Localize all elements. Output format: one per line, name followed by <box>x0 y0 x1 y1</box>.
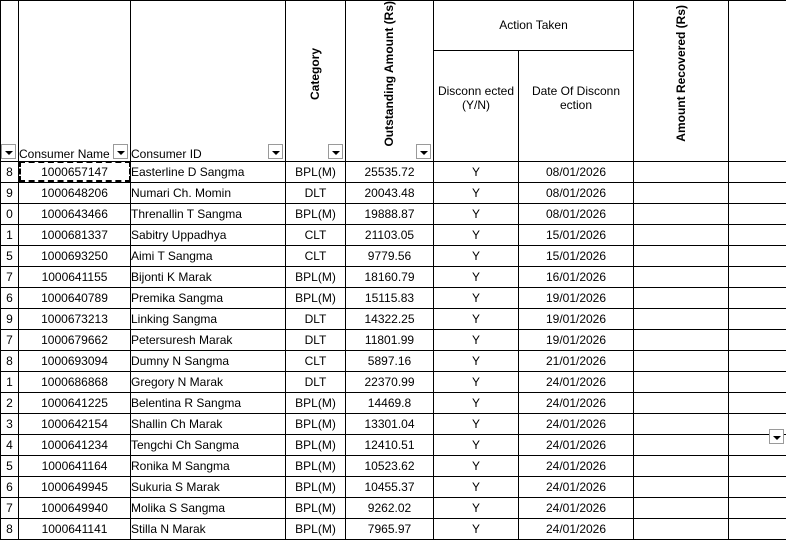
date-of-disconnection-cell[interactable]: 24/01/2026 <box>519 476 634 497</box>
table-row[interactable] <box>1 350 786 371</box>
amount-recovered-cell[interactable] <box>634 350 729 371</box>
consumer-id-cell[interactable]: 1000693250 <box>19 245 131 266</box>
category-cell[interactable]: BPL(M) <box>286 266 346 287</box>
disconnected-cell[interactable]: Y <box>434 350 519 371</box>
trailing-blank-cell[interactable] <box>729 245 786 266</box>
category-cell[interactable]: BPL(M) <box>286 476 346 497</box>
row-number-cell[interactable]: 8 <box>1 350 19 371</box>
consumer-id-cell[interactable]: 1000649940 <box>19 497 131 518</box>
disconnected-cell[interactable]: Y <box>434 245 519 266</box>
trailing-blank-cell[interactable] <box>729 182 786 203</box>
row-number-cell[interactable]: 8 <box>1 161 19 182</box>
category-cell[interactable]: DLT <box>286 182 346 203</box>
trailing-blank-cell[interactable] <box>729 392 786 413</box>
row-number-cell[interactable]: 1 <box>1 224 19 245</box>
outstanding-amount-cell[interactable]: 15115.83 <box>346 287 434 308</box>
consumer-id-cell[interactable]: 1000649945 <box>19 476 131 497</box>
category-cell[interactable]: BPL(M) <box>286 434 346 455</box>
disconnected-cell[interactable]: Y <box>434 413 519 434</box>
consumer-id-cell[interactable]: 1000640789 <box>19 287 131 308</box>
table-row[interactable] <box>1 518 786 539</box>
trailing-blank-cell[interactable] <box>729 266 786 287</box>
amount-recovered-cell[interactable] <box>634 413 729 434</box>
category-cell[interactable]: BPL(M) <box>286 392 346 413</box>
date-of-disconnection-cell[interactable]: 08/01/2026 <box>519 161 634 182</box>
consumer-id-cell[interactable]: 1000643466 <box>19 203 131 224</box>
column-header-category[interactable] <box>286 1 346 162</box>
amount-recovered-cell[interactable] <box>634 392 729 413</box>
amount-recovered-cell[interactable] <box>634 434 729 455</box>
amount-recovered-cell[interactable] <box>634 203 729 224</box>
trailing-blank-cell[interactable] <box>729 476 786 497</box>
column-header-amount-recovered-label: Amount Recovered (Rs) <box>675 5 688 142</box>
disconnected-cell[interactable]: Y <box>434 455 519 476</box>
consumer-id-cell[interactable]: 1000641234 <box>19 434 131 455</box>
trailing-blank-cell[interactable] <box>729 329 786 350</box>
row-number-cell[interactable]: 1 <box>1 371 19 392</box>
amount-recovered-cell[interactable] <box>634 266 729 287</box>
amount-recovered-cell[interactable] <box>634 497 729 518</box>
outstanding-amount-cell[interactable]: 19888.87 <box>346 203 434 224</box>
consumer-name-cell[interactable]: Threnallin T Sangma <box>131 203 286 224</box>
table-body[interactable] <box>1 161 786 539</box>
consumer-name-cell[interactable]: Premika Sangma <box>131 287 286 308</box>
consumer-id-cell[interactable]: 1000642154 <box>19 413 131 434</box>
column-header-outstanding-amount-label: Outstanding Amount (Rs) <box>383 1 396 147</box>
amount-recovered-cell[interactable] <box>634 329 729 350</box>
category-cell[interactable]: BPL(M) <box>286 497 346 518</box>
outstanding-amount-cell[interactable]: 9262.02 <box>346 497 434 518</box>
table-row[interactable] <box>1 455 786 476</box>
outstanding-amount-cell[interactable]: 10523.62 <box>346 455 434 476</box>
disconnected-cell[interactable]: Y <box>434 224 519 245</box>
consumer-name-cell[interactable]: Easterline D Sangma <box>131 161 286 182</box>
category-cell[interactable]: BPL(M) <box>286 203 346 224</box>
column-header-disconnected[interactable] <box>434 50 519 161</box>
row-number-cell[interactable]: 5 <box>1 455 19 476</box>
consumer-id-cell[interactable]: 1000673213 <box>19 308 131 329</box>
trailing-blank-cell[interactable] <box>729 308 786 329</box>
filter-dropdown-icon[interactable] <box>113 144 128 159</box>
category-cell[interactable]: DLT <box>286 308 346 329</box>
category-cell[interactable]: DLT <box>286 371 346 392</box>
table-row[interactable] <box>1 161 786 182</box>
table-row[interactable] <box>1 329 786 350</box>
table-row[interactable] <box>1 413 786 434</box>
date-of-disconnection-cell[interactable]: 24/01/2026 <box>519 518 634 539</box>
outstanding-amount-cell[interactable]: 9779.56 <box>346 245 434 266</box>
disconnected-cell[interactable]: Y <box>434 476 519 497</box>
consumer-name-cell[interactable]: Sabitry Uppadhya <box>131 224 286 245</box>
category-cell[interactable]: DLT <box>286 329 346 350</box>
row-number-cell[interactable]: 6 <box>1 287 19 308</box>
consumer-name-cell[interactable]: Gregory N Marak <box>131 371 286 392</box>
row-number-cell[interactable]: 6 <box>1 476 19 497</box>
outstanding-amount-cell[interactable]: 10455.37 <box>346 476 434 497</box>
outstanding-amount-cell[interactable]: 20043.48 <box>346 182 434 203</box>
disconnected-cell[interactable]: Y <box>434 518 519 539</box>
date-of-disconnection-cell[interactable]: 24/01/2026 <box>519 455 634 476</box>
date-of-disconnection-cell[interactable]: 08/01/2026 <box>519 182 634 203</box>
amount-recovered-cell[interactable] <box>634 518 729 539</box>
amount-recovered-cell[interactable] <box>634 287 729 308</box>
trailing-blank-cell[interactable] <box>729 371 786 392</box>
date-of-disconnection-cell[interactable]: 24/01/2026 <box>519 392 634 413</box>
outstanding-amount-cell[interactable]: 25535.72 <box>346 161 434 182</box>
table-row[interactable] <box>1 182 786 203</box>
category-cell[interactable]: CLT <box>286 245 346 266</box>
consumer-id-cell[interactable]: 1000686868 <box>19 371 131 392</box>
column-header-action-taken <box>434 1 634 51</box>
outstanding-amount-cell[interactable]: 14469.8 <box>346 392 434 413</box>
amount-recovered-cell[interactable] <box>634 224 729 245</box>
consumer-id-cell[interactable]: 1000681337 <box>19 224 131 245</box>
trailing-blank-cell[interactable] <box>729 203 786 224</box>
date-of-disconnection-cell[interactable]: 15/01/2026 <box>519 224 634 245</box>
amount-recovered-cell[interactable] <box>634 455 729 476</box>
outstanding-amount-cell[interactable]: 7965.97 <box>346 518 434 539</box>
consumer-name-cell[interactable]: Dumny N Sangma <box>131 350 286 371</box>
outstanding-amount-cell[interactable]: 11801.99 <box>346 329 434 350</box>
column-header-action-taken-label: Action Taken <box>499 18 568 32</box>
outstanding-amount-cell[interactable]: 21103.05 <box>346 224 434 245</box>
date-of-disconnection-cell[interactable]: 24/01/2026 <box>519 413 634 434</box>
row-number-cell[interactable]: 9 <box>1 182 19 203</box>
consumer-id-cell[interactable]: 1000641141 <box>19 518 131 539</box>
amount-recovered-cell[interactable] <box>634 371 729 392</box>
disconnected-cell[interactable]: Y <box>434 329 519 350</box>
table-row[interactable] <box>1 203 786 224</box>
disconnected-cell[interactable]: Y <box>434 308 519 329</box>
consumer-name-cell[interactable]: Sukuria S Marak <box>131 476 286 497</box>
date-of-disconnection-cell[interactable]: 19/01/2026 <box>519 329 634 350</box>
consumer-name-cell[interactable]: Stilla N Marak <box>131 518 286 539</box>
filter-dropdown-icon[interactable] <box>328 144 343 159</box>
outstanding-amount-cell[interactable]: 5897.16 <box>346 350 434 371</box>
consumer-name-cell[interactable]: Aimi T Sangma <box>131 245 286 266</box>
consumer-id-cell[interactable]: 1000641164 <box>19 455 131 476</box>
category-cell[interactable]: CLT <box>286 350 346 371</box>
consumer-id-cell[interactable]: 1000641155 <box>19 266 131 287</box>
row-number-cell[interactable]: 0 <box>1 203 19 224</box>
consumer-name-cell[interactable]: Tengchi Ch Sangma <box>131 434 286 455</box>
trailing-blank-cell[interactable] <box>729 455 786 476</box>
table-row[interactable] <box>1 434 786 455</box>
date-of-disconnection-cell[interactable]: 08/01/2026 <box>519 203 634 224</box>
header-group-row <box>1 1 786 51</box>
row-number-cell[interactable]: 7 <box>1 497 19 518</box>
disconnected-cell[interactable]: Y <box>434 203 519 224</box>
row-number-header <box>1 1 19 162</box>
outstanding-amount-cell[interactable]: 22370.99 <box>346 371 434 392</box>
table-row[interactable] <box>1 392 786 413</box>
category-cell[interactable]: BPL(M) <box>286 413 346 434</box>
row-number-cell[interactable]: 8 <box>1 518 19 539</box>
consumer-name-cell[interactable]: Petersuresh Marak <box>131 329 286 350</box>
amount-recovered-cell[interactable] <box>634 308 729 329</box>
outstanding-amount-cell[interactable]: 18160.79 <box>346 266 434 287</box>
column-header-trailing-blank <box>729 1 786 162</box>
filter-dropdown-icon[interactable] <box>416 144 431 159</box>
column-header-consumer-name[interactable] <box>19 1 131 162</box>
amount-recovered-cell[interactable] <box>634 182 729 203</box>
category-cell[interactable]: BPL(M) <box>286 518 346 539</box>
consumer-name-cell[interactable]: Belentina R Sangma <box>131 392 286 413</box>
table-row[interactable] <box>1 245 786 266</box>
consumer-id-cell[interactable]: 1000679662 <box>19 329 131 350</box>
trailing-blank-cell[interactable] <box>729 161 786 182</box>
column-header-date-of-disconnection[interactable] <box>519 50 634 161</box>
table-row[interactable] <box>1 497 786 518</box>
consumer-name-cell[interactable]: Numari Ch. Momin <box>131 182 286 203</box>
row-number-cell[interactable]: 2 <box>1 392 19 413</box>
date-of-disconnection-cell[interactable]: 19/01/2026 <box>519 308 634 329</box>
date-of-disconnection-cell[interactable]: 24/01/2026 <box>519 371 634 392</box>
table-row[interactable] <box>1 371 786 392</box>
outstanding-amount-cell[interactable]: 13301.04 <box>346 413 434 434</box>
outstanding-amount-cell[interactable]: 14322.25 <box>346 308 434 329</box>
date-of-disconnection-cell[interactable]: 15/01/2026 <box>519 245 634 266</box>
column-header-outstanding-amount[interactable] <box>346 1 434 162</box>
table-header <box>1 1 786 162</box>
column-header-consumer-id[interactable] <box>131 1 286 162</box>
trailing-blank-cell[interactable] <box>729 224 786 245</box>
outstanding-amount-cell[interactable]: 12410.51 <box>346 434 434 455</box>
column-header-consumer-name-label: Consumer Name <box>19 147 110 161</box>
table-row[interactable] <box>1 224 786 245</box>
trailing-blank-cell[interactable] <box>729 350 786 371</box>
date-of-disconnection-cell[interactable]: 24/01/2026 <box>519 434 634 455</box>
row-number-cell[interactable]: 4 <box>1 434 19 455</box>
column-header-amount-recovered[interactable] <box>634 1 729 162</box>
consumer-name-cell[interactable]: Linking Sangma <box>131 308 286 329</box>
disconnected-cell[interactable]: Y <box>434 497 519 518</box>
category-cell[interactable]: BPL(M) <box>286 161 346 182</box>
disconnected-cell[interactable]: Y <box>434 266 519 287</box>
category-cell[interactable]: BPL(M) <box>286 287 346 308</box>
column-header-consumer-id-label: Consumer ID <box>131 147 202 161</box>
table-row[interactable] <box>1 308 786 329</box>
disconnected-cell[interactable]: Y <box>434 287 519 308</box>
row-number-cell[interactable]: 9 <box>1 308 19 329</box>
trailing-blank-cell[interactable] <box>729 518 786 539</box>
amount-recovered-cell[interactable] <box>634 476 729 497</box>
date-of-disconnection-cell[interactable]: 16/01/2026 <box>519 266 634 287</box>
consumer-id-cell[interactable]: 1000641225 <box>19 392 131 413</box>
filter-dropdown-icon[interactable] <box>1 144 16 159</box>
consumer-id-cell[interactable]: 1000648206 <box>19 182 131 203</box>
date-of-disconnection-cell[interactable]: 24/01/2026 <box>519 497 634 518</box>
consumer-name-cell[interactable]: Molika S Sangma <box>131 497 286 518</box>
row-number-cell[interactable]: 7 <box>1 329 19 350</box>
category-cell[interactable]: BPL(M) <box>286 455 346 476</box>
filter-dropdown-icon[interactable] <box>268 144 283 159</box>
column-header-category-label: Category <box>309 48 322 100</box>
category-cell[interactable]: CLT <box>286 224 346 245</box>
row-number-cell[interactable]: 7 <box>1 266 19 287</box>
amount-recovered-cell[interactable] <box>634 245 729 266</box>
date-of-disconnection-cell[interactable]: 19/01/2026 <box>519 287 634 308</box>
disconnected-cell[interactable]: Y <box>434 392 519 413</box>
amount-recovered-cell[interactable] <box>634 161 729 182</box>
table-row[interactable] <box>1 476 786 497</box>
trailing-blank-cell[interactable] <box>729 497 786 518</box>
table-row[interactable] <box>1 287 786 308</box>
column-header-disconnected-label: Disconn ected (Y/N) <box>437 85 515 111</box>
consumer-name-cell[interactable]: Ronika M Sangma <box>131 455 286 476</box>
date-of-disconnection-cell[interactable]: 21/01/2026 <box>519 350 634 371</box>
disconnected-cell[interactable]: Y <box>434 182 519 203</box>
table-row[interactable] <box>1 266 786 287</box>
row-number-cell[interactable]: 5 <box>1 245 19 266</box>
consumer-id-cell[interactable]: 1000657147 <box>19 161 131 182</box>
column-header-date-of-disconnection-label: Date Of Disconn ection <box>522 85 630 111</box>
row-number-cell[interactable]: 3 <box>1 413 19 434</box>
consumer-id-cell[interactable]: 1000693094 <box>19 350 131 371</box>
trailing-blank-cell[interactable] <box>729 287 786 308</box>
disconnected-cell[interactable]: Y <box>434 161 519 182</box>
consumer-name-cell[interactable]: Bijonti K Marak <box>131 266 286 287</box>
disconnected-cell[interactable]: Y <box>434 371 519 392</box>
disconnected-cell[interactable]: Y <box>434 434 519 455</box>
consumer-name-cell[interactable]: Shallin Ch Marak <box>131 413 286 434</box>
